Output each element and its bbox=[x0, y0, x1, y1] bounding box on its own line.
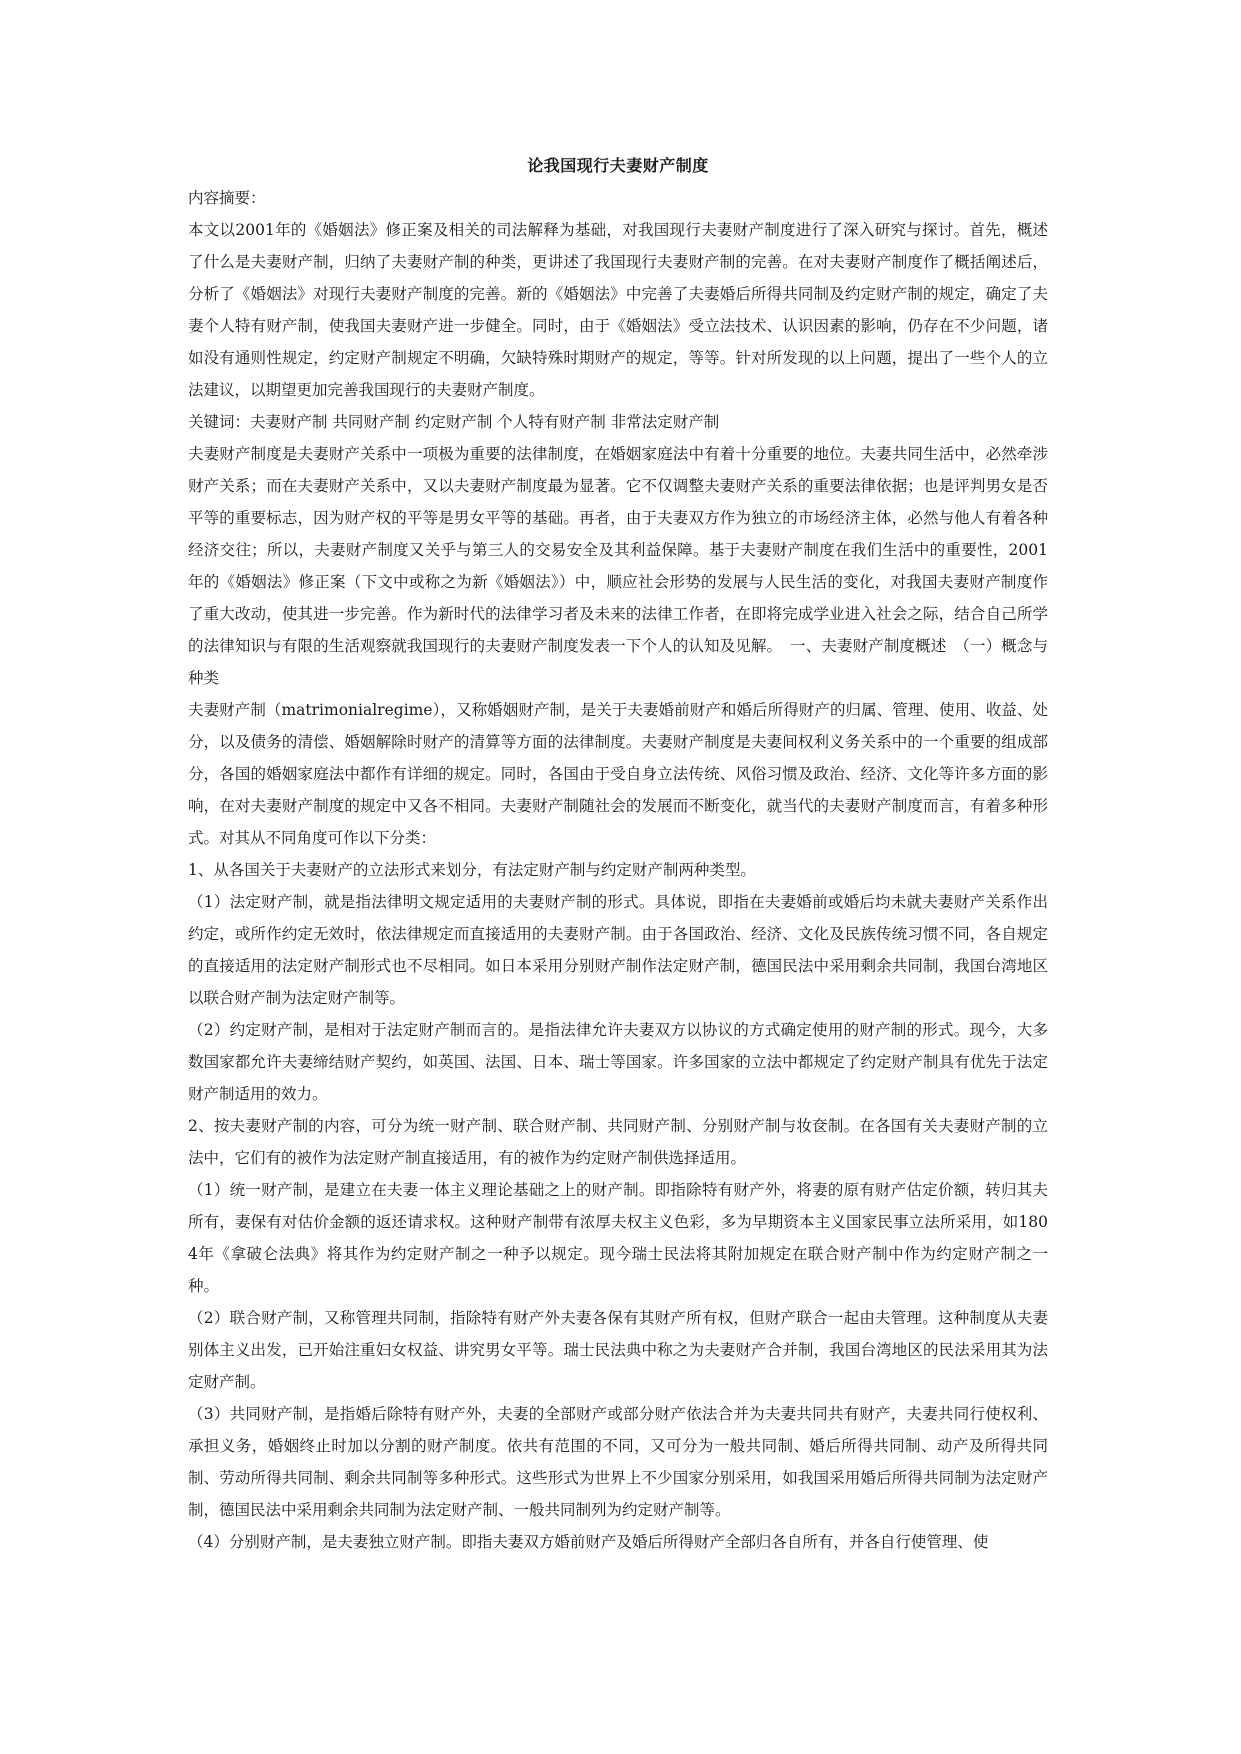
document-body bbox=[188, 150, 1048, 1558]
intro-paragraph: 夫妻财产制度是夫妻财产关系中一项极为重要的法律制度，在婚姻家庭法中有着十分重要的地位。夫妻共同生活中，必然牵涉财产关系；而在夫妻财产关系中，又以夫妻财产制度最为显著。它不仅调整夫妻财产关系的重要法律依据；也是评判男女是否平等的重要标志，因为财产权的平等是男女平等的基础。再者，由于夫妻双方作为独立的市场经济主体，必然与他人有着各种经济交往；所以，夫妻财产制度又关乎与第三人的交易安全及其利益保障。基于夫妻财产制度在我们生活中的重要性，2001年的《婚姻法》修正案（下文中或称之为新《婚姻法》）中，顺应社会形势的发展与人民生活的变化，对我国夫妻财产制度作了重大改动，使其进一步完善。作为新时代的法律学习者及未来的法律工作者，在即将完成学业进入社会之际，结合自己所学的法律知识与有限的生活观察就我国现行的夫妻财产制度发表一下个人的认知及见解。 一、夫妻财产制度概述 （一）概念与种类 bbox=[188, 445, 1048, 687]
classification-2-item-3: （3）共同财产制，是指婚后除特有财产外，夫妻的全部财产或部分财产依法合并为夫妻共同共有财产，夫妻共同行使权利、承担义务，婚姻终止时加以分割的财产制度。依共有范围的不同，又可分为一般共同制、婚后所得共同制、动产及所得共同制、劳动所得共同制、剩余共同制等多种形式。这些形式为世界上不少国家分别采用，如我国采用婚后所得共同制为法定财产制，德国民法中采用剩余共同制为法定财产制、一般共同制列为约定财产制等。 bbox=[188, 1405, 1048, 1519]
classification-1-heading: 1、从各国关于夫妻财产的立法形式来划分，有法定财产制与约定财产制两种类型。 bbox=[188, 861, 756, 879]
abstract-label: 内容摘要： bbox=[188, 189, 266, 207]
definition-paragraph: 夫妻财产制（matrimonialregime），又称婚姻财产制，是关于夫妻婚前财产和婚后所得财产的归属、管理、使用、收益、处分，以及债务的清偿、婚姻解除时财产的清算等方面的法律制度。夫妻财产制度是夫妻间权利义务关系中的一个重要的组成部分，各国的婚姻家庭法中都作有详细的规定。同时，各国由于受自身立法传统、风俗习惯及政治、经济、文化等许多方面的影响，在对夫妻财产制度的规定中又各不相同。夫妻财产制随社会的发展而不断变化，就当代的夫妻财产制度而言，有着多种形式。对其从不同角度可作以下分类： bbox=[188, 701, 1048, 847]
keywords-line: 关键词：夫妻财产制 共同财产制 约定财产制 个人特有财产制 非常法定财产制 bbox=[188, 413, 720, 431]
classification-2-item-4: （4）分别财产制，是夫妻独立财产制。即指夫妻双方婚前财产及婚后所得财产全部归各自所有，并各自行使管理、使 bbox=[188, 1533, 989, 1551]
abstract-paragraph: 本文以2001年的《婚姻法》修正案及相关的司法解释为基础，对我国现行夫妻财产制度进行了深入研究与探讨。首先，概述了什么是夫妻财产制，归纳了夫妻财产制的种类，更讲述了我国现行夫妻财产制的完善。在对夫妻财产制度作了概括阐述后，分析了《婚姻法》对现行夫妻财产制度的完善。新的《婚姻法》中完善了夫妻婚后所得共同制及约定财产制的规定，确定了夫妻个人特有财产制，使我国夫妻财产进一步健全。同时，由于《婚姻法》受立法技术、认识因素的影响，仍存在不少问题，诸如没有通则性规定，约定财产制规定不明确，欠缺特殊时期财产的规定，等等。针对所发现的以上问题，提出了一些个人的立法建议，以期望更加完善我国现行的夫妻财产制度。 bbox=[188, 221, 1048, 399]
classification-1-item-2: （2）约定财产制，是相对于法定财产制而言的。是指法律允许夫妻双方以协议的方式确定使用的财产制的形式。现今，大多数国家都允许夫妻缔结财产契约，如英国、法国、日本、瑞士等国家。许多国家的立法中都规定了约定财产制具有优先于法定财产制适用的效力。 bbox=[188, 1021, 1048, 1103]
classification-2-item-1: （1）统一财产制，是建立在夫妻一体主义理论基础之上的财产制。即指除特有财产外，将妻的原有财产估定价额，转归其夫所有，妻保有对估价金额的返还请求权。这种财产制带有浓厚夫权主义色彩，多为早期资本主义国家民事立法所采用，如1804年《拿破仑法典》将其作为约定财产制之一种予以规定。现今瑞士民法将其附加规定在联合财产制中作为约定财产制之一种。 bbox=[188, 1181, 1048, 1295]
classification-2-item-2: （2）联合财产制，又称管理共同制，指除特有财产外夫妻各保有其财产所有权，但财产联合一起由夫管理。这种制度从夫妻别体主义出发，已开始注重妇女权益、讲究男女平等。瑞士民法典中称之为夫妻财产合并制，我国台湾地区的民法采用其为法定财产制。 bbox=[188, 1309, 1048, 1391]
classification-1-item-1: （1）法定财产制，就是指法律明文规定适用的夫妻财产制的形式。具体说，即指在夫妻婚前或婚后均未就夫妻财产关系作出约定，或所作约定无效时，依法律规定而直接适用的夫妻财产制。由于各国政治、经济、文化及民族传统习惯不同，各自规定的直接适用的法定财产制形式也不尽相同。如日本采用分别财产制作法定财产制，德国民法中采用剩余共同制，我国台湾地区以联合财产制为法定财产制等。 bbox=[188, 893, 1048, 1007]
classification-2-heading: 2、按夫妻财产制的内容，可分为统一财产制、联合财产制、共同财产制、分别财产制与妆奁制。在各国有关夫妻财产制的立法中，它们有的被作为法定财产制直接适用，有的被作为约定财产制供选择适用。 bbox=[188, 1117, 1048, 1167]
document-title: 论我国现行夫妻财产制度 bbox=[527, 156, 709, 175]
